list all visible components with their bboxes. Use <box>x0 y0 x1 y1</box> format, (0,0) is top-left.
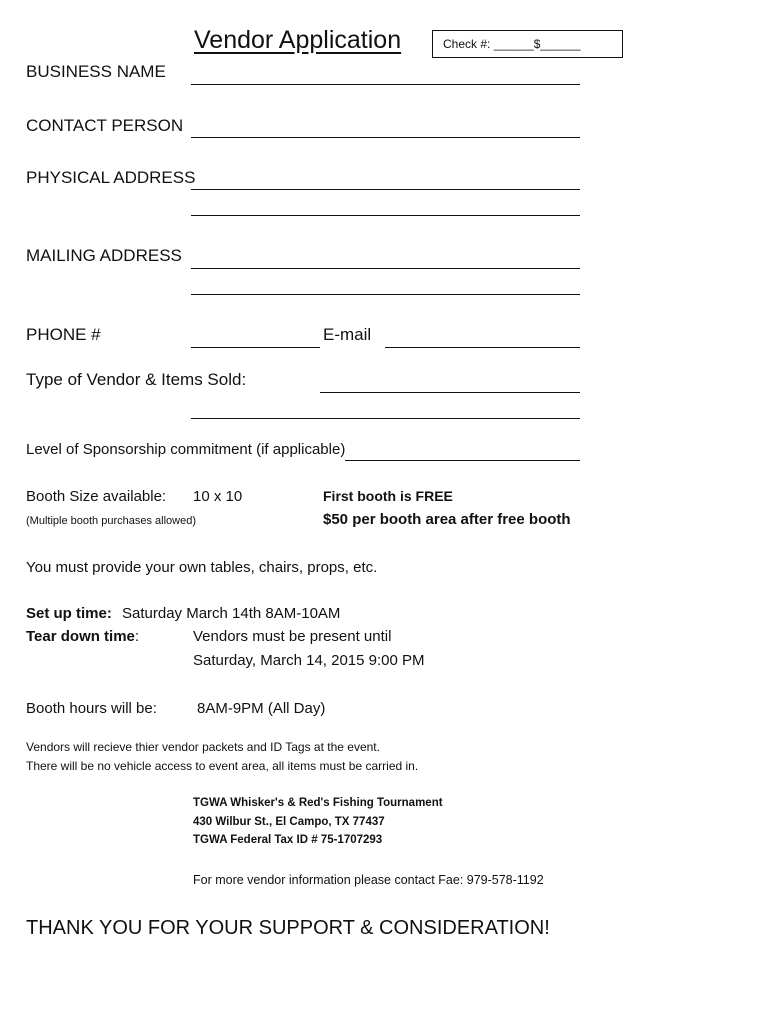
physical-address-label: PHYSICAL ADDRESS <box>26 168 196 187</box>
teardown-label-text: Tear down time <box>26 628 135 645</box>
info-line-2: There will be no vehicle access to event area, all items must be carried in. <box>26 759 419 773</box>
booth-hours-label: Booth hours will be: <box>26 700 157 717</box>
teardown-time-label <box>26 628 139 645</box>
email-label: E-mail <box>323 325 372 344</box>
business-name-line[interactable] <box>191 84 580 85</box>
org-address: 430 Wilbur St., El Campo, TX 77437 <box>193 816 385 828</box>
vendor-type-line-1[interactable] <box>320 392 580 393</box>
multiple-booth-note: (Multiple booth purchases allowed) <box>26 515 196 527</box>
org-tax-id: TGWA Federal Tax ID # 75-1707293 <box>193 834 383 846</box>
teardown-label-colon: : <box>134 628 140 645</box>
setup-time-value: Saturday March 14th 8AM-10AM <box>122 605 341 622</box>
booth-size-label: Booth Size available: <box>26 488 167 505</box>
sponsorship-label: Level of Sponsorship commitment (if applicable) <box>26 441 346 458</box>
vendor-type-label: Type of Vendor & Items Sold: <box>26 370 247 389</box>
teardown-line-2: Saturday, March 14, 2015 9:00 PM <box>193 652 425 669</box>
vendor-type-line-2[interactable] <box>191 418 580 419</box>
phone-label: PHONE # <box>26 325 101 344</box>
info-line-1: Vendors will recieve thier vendor packets and ID Tags at the event. <box>26 740 380 754</box>
phone-line[interactable] <box>191 347 320 348</box>
booth-hours-value: 8AM-9PM (All Day) <box>197 700 326 717</box>
business-name-label: BUSINESS NAME <box>26 62 166 81</box>
check-number-box[interactable]: Check #: ______$______ <box>432 30 623 58</box>
thank-you-message: THANK YOU FOR YOUR SUPPORT & CONSIDERATION! <box>26 917 550 939</box>
mailing-address-line-2[interactable] <box>191 294 580 295</box>
org-name: TGWA Whisker's & Red's Fishing Tournament <box>193 797 443 809</box>
mailing-address-line-1[interactable] <box>191 268 580 269</box>
provide-own-note: You must provide your own tables, chairs, props, etc. <box>26 559 378 576</box>
teardown-line-1: Vendors must be present until <box>193 628 392 645</box>
physical-address-line-2[interactable] <box>191 215 580 216</box>
email-line[interactable] <box>385 347 580 348</box>
booth-price: $50 per booth area after free booth <box>323 511 571 528</box>
mailing-address-label: MAILING ADDRESS <box>26 246 182 265</box>
org-contact: For more vendor information please contact Fae: 979-578-1192 <box>193 873 544 887</box>
contact-person-line[interactable] <box>191 137 580 138</box>
setup-time-label: Set up time: <box>26 605 112 622</box>
first-booth-free: First booth is FREE <box>323 488 453 504</box>
booth-size-value: 10 x 10 <box>193 488 243 505</box>
physical-address-line-1[interactable] <box>191 189 580 190</box>
page-title: Vendor Application <box>194 26 402 54</box>
contact-person-label: CONTACT PERSON <box>26 116 184 135</box>
sponsorship-line[interactable] <box>345 460 580 461</box>
